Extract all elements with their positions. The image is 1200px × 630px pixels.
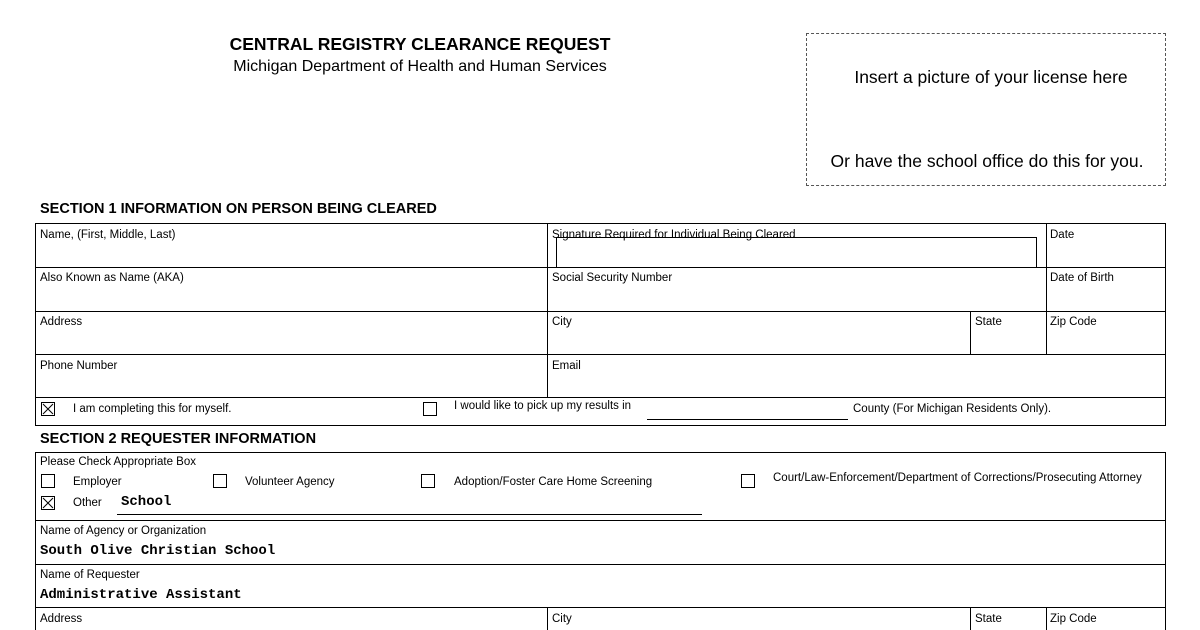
court-label: Court/Law-Enforcement/Department of Corrections/Prosecuting Attorney [773, 472, 1142, 484]
checkmark-x-icon [42, 403, 54, 415]
license-instruction: Insert a picture of your license here [854, 67, 1128, 87]
county-input[interactable] [647, 419, 848, 420]
employer-checkbox[interactable] [41, 474, 55, 488]
address-label: Address [40, 316, 83, 328]
volunteer-label: Volunteer Agency [245, 476, 335, 488]
requester-zip-label: Zip Code [1050, 613, 1097, 625]
checkmark-x-icon [42, 497, 54, 509]
city-label: City [552, 316, 572, 328]
section2-heading: SECTION 2 REQUESTER INFORMATION [40, 431, 317, 447]
signature-field[interactable] [556, 237, 1037, 268]
self-label: I am completing this for myself. [73, 403, 232, 415]
other-checkbox[interactable] [41, 496, 55, 510]
date-label: Date [1050, 229, 1075, 241]
zip-label: Zip Code [1050, 316, 1097, 328]
state-label: State [975, 316, 1002, 328]
requester-address-label: Address [40, 613, 83, 625]
self-checkbox[interactable] [41, 402, 55, 416]
pickup-checkbox[interactable] [423, 402, 437, 416]
requester-value[interactable]: Administrative Assistant [40, 587, 242, 603]
form-title: CENTRAL REGISTRY CLEARANCE REQUEST [229, 34, 611, 54]
agency-value[interactable]: South Olive Christian School [40, 543, 276, 559]
other-label: Other [73, 497, 102, 509]
check-box-instruction: Please Check Appropriate Box [40, 456, 196, 468]
name-label: Name, (First, Middle, Last) [40, 229, 176, 241]
aka-label: Also Known as Name (AKA) [40, 272, 184, 284]
phone-label: Phone Number [40, 360, 118, 372]
ssn-label: Social Security Number [552, 272, 673, 284]
volunteer-checkbox[interactable] [213, 474, 227, 488]
requester-city-label: City [552, 613, 572, 625]
section1-heading: SECTION 1 INFORMATION ON PERSON BEING CLEARED [40, 201, 437, 217]
county-label: County (For Michigan Residents Only). [853, 403, 1052, 415]
other-value[interactable]: School [121, 494, 172, 510]
adoption-checkbox[interactable] [421, 474, 435, 488]
signature-label: Signature Required for Individual Being Cleared [552, 229, 796, 241]
dob-label: Date of Birth [1050, 272, 1114, 284]
license-alt-instruction: Or have the school office do this for you. [830, 151, 1144, 171]
adoption-label: Adoption/Foster Care Home Screening [454, 476, 653, 488]
employer-label: Employer [73, 476, 122, 488]
requester-label: Name of Requester [40, 569, 140, 581]
other-input-line [117, 514, 702, 515]
requester-state-label: State [975, 613, 1002, 625]
email-label: Email [552, 360, 581, 372]
form-subtitle: Michigan Department of Health and Human Services [233, 58, 607, 75]
court-checkbox[interactable] [741, 474, 755, 488]
pickup-label: I would like to pick up my results in [454, 400, 632, 412]
agency-label: Name of Agency or Organization [40, 525, 207, 537]
